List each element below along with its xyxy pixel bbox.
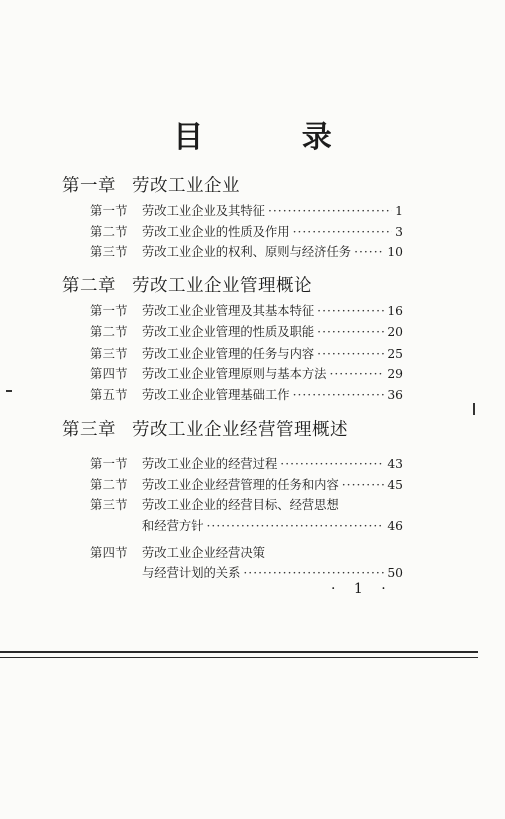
section-title: 劳改工业企业的经营过程: [142, 457, 278, 471]
toc-entry: [90, 344, 403, 362]
section-title-continuation: 与经营计划的关系: [142, 566, 241, 580]
toc-entry: [90, 364, 403, 382]
toc-entry: [90, 475, 403, 493]
toc-entry: [90, 385, 403, 403]
dot-leader: [317, 347, 384, 361]
page-number: 3: [395, 225, 403, 239]
scan-mark: [6, 390, 12, 392]
chapter-title: 劳改工业企业管理概论: [132, 276, 312, 296]
page-bottom-rule: [0, 651, 478, 653]
toc-entry: [90, 301, 403, 319]
section-number: 第二节: [90, 478, 128, 492]
toc-entry-continuation: [90, 516, 403, 534]
section-number: 第三节: [90, 498, 128, 512]
toc-entry: [90, 322, 403, 340]
section-number: 第四节: [90, 367, 128, 381]
chapter-3-heading: [62, 416, 348, 441]
section-title: 劳改工业企业及其特征: [142, 204, 265, 218]
page-folio: · 1 ·: [331, 581, 393, 597]
chapter-number: 第三章: [62, 420, 116, 440]
scan-mark: [473, 403, 475, 415]
toc-entry: [90, 454, 403, 472]
chapter-number: 第一章: [62, 176, 116, 196]
page-number: 25: [387, 347, 403, 361]
toc-entry: [90, 242, 403, 260]
page-number: 46: [387, 519, 403, 533]
page-number: 29: [387, 367, 403, 381]
section-number: 第一节: [90, 457, 128, 471]
dot-leader: [342, 478, 385, 492]
chapter-title: 劳改工业企业经营管理概述: [132, 420, 348, 440]
section-number: 第五节: [90, 388, 128, 402]
section-number: 第二节: [90, 325, 128, 339]
dot-leader: [317, 304, 384, 318]
dot-leader: [243, 566, 384, 580]
section-title: 劳改工业企业管理的性质及职能: [142, 325, 315, 339]
page-number: 1: [395, 204, 403, 218]
page-number: 50: [387, 566, 403, 580]
section-title: 劳改工业企业管理原则与基本方法: [142, 367, 327, 381]
toc-entry-continuation: [90, 563, 403, 581]
toc-entry: [90, 495, 403, 513]
page-bottom-rule-thin: [0, 657, 478, 658]
section-number: 第四节: [90, 546, 128, 560]
toc-entry: [90, 222, 403, 240]
page-number: 10: [387, 245, 403, 259]
section-number: 第一节: [90, 204, 128, 218]
dot-leader: [293, 225, 393, 239]
section-number: 第二节: [90, 225, 128, 239]
chapter-1-heading: [62, 172, 240, 197]
chapter-title: 劳改工业企业: [132, 176, 240, 196]
section-title: 劳改工业企业管理的任务与内容: [142, 347, 315, 361]
page-number: 36: [387, 388, 403, 402]
dot-leader: [207, 519, 385, 533]
page-number: 43: [387, 457, 403, 471]
page-title: 目 录: [173, 120, 376, 155]
dot-leader: [354, 245, 384, 259]
section-title: 劳改工业企业的经营目标、经营思想: [142, 498, 339, 512]
toc-entry: [90, 543, 403, 561]
section-title: 劳改工业企业的性质及作用: [142, 225, 290, 239]
section-number: 第三节: [90, 347, 128, 361]
section-title: 劳改工业企业管理基础工作: [142, 388, 290, 402]
section-title: 劳改工业企业的权利、原则与经济任务: [142, 245, 352, 259]
dot-leader: [317, 325, 384, 339]
dot-leader: [268, 204, 392, 218]
page-number: 45: [387, 478, 403, 492]
page-number: 20: [387, 325, 403, 339]
chapter-2-heading: [62, 272, 312, 297]
section-title: 劳改工业企业管理及其基本特征: [142, 304, 315, 318]
section-title: 劳改工业企业经营管理的任务和内容: [142, 478, 339, 492]
section-title-continuation: 和经营方针: [142, 519, 204, 533]
page-number: 16: [387, 304, 403, 318]
dot-leader: [329, 367, 384, 381]
dot-leader: [280, 457, 384, 471]
chapter-number: 第二章: [62, 276, 116, 296]
section-number: 第一节: [90, 304, 128, 318]
section-title: 劳改工业企业经营决策: [142, 546, 265, 560]
dot-leader: [293, 388, 385, 402]
toc-entry: [90, 201, 403, 219]
section-number: 第三节: [90, 245, 128, 259]
